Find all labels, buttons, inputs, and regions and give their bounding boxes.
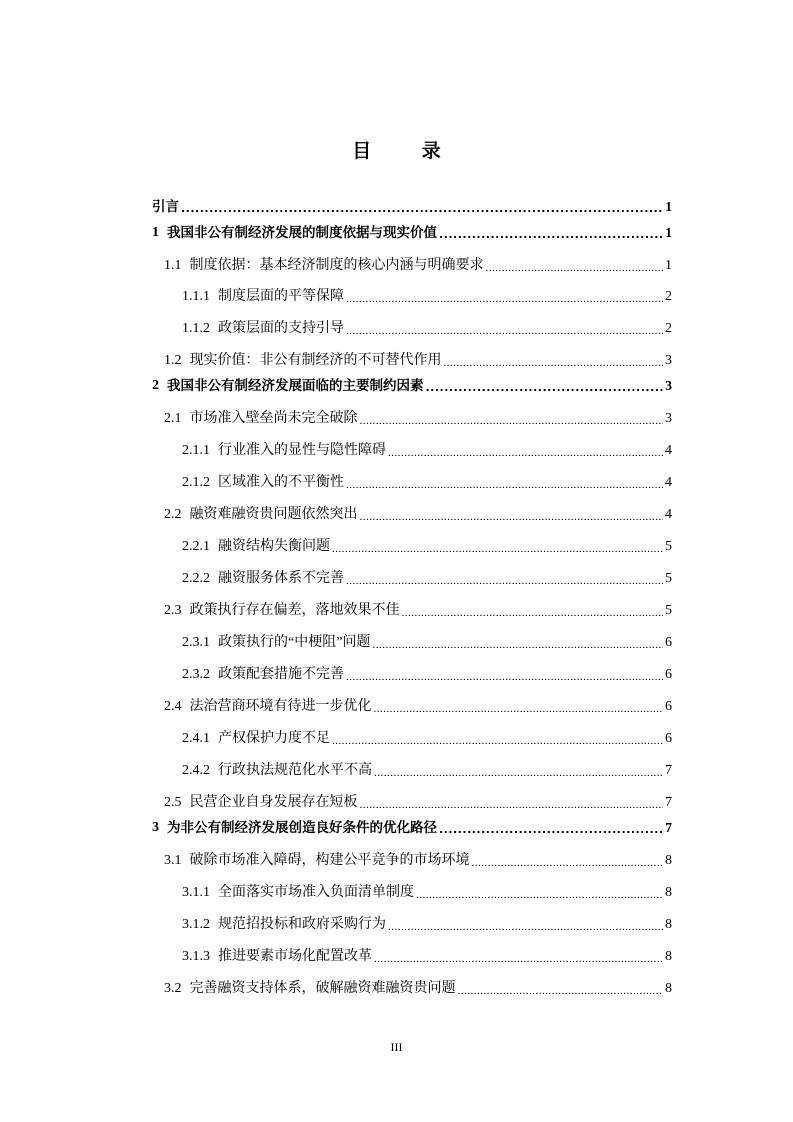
toc-entry[interactable] (164, 979, 672, 999)
toc-entry[interactable] (152, 818, 672, 838)
dot-leader (472, 851, 664, 871)
toc-entry-number: 3.1 (164, 853, 182, 868)
toc-entry-number: 2.1 (164, 411, 182, 426)
toc-entry-page: 5 (665, 539, 672, 554)
toc-entry-page: 1 (665, 199, 672, 214)
toc-entry-title: 全面落实市场准入负面清单制度 (218, 885, 414, 900)
dot-leader (402, 601, 664, 621)
toc-entry-number: 2.4 (164, 699, 182, 714)
toc-entry-page: 6 (665, 699, 672, 714)
toc-entry-number: 2.4.1 (182, 731, 210, 746)
dot-leader (458, 979, 664, 999)
toc-entry[interactable] (182, 319, 672, 339)
toc-entry-title: 完善融资支持体系，破解融资难融资贵问题 (189, 981, 456, 996)
toc-entry-page: 4 (665, 507, 672, 522)
dot-leader (332, 537, 663, 557)
toc-entry-number: 3.2 (164, 981, 182, 996)
dot-leader (388, 441, 663, 461)
toc-entry-page: 3 (665, 353, 672, 368)
toc-entry[interactable] (152, 197, 672, 217)
toc-entry-title: 引言 (152, 199, 179, 215)
toc-entry-number: 1 (152, 225, 159, 240)
toc-entry-page: 4 (665, 443, 672, 458)
toc-entry[interactable] (152, 223, 672, 243)
toc-entry-title: 融资难融资贵问题依然突出 (189, 507, 358, 522)
toc-entry-title: 行政执法规范化水平不高 (218, 763, 372, 778)
toc-entry-number: 2.2 (164, 507, 182, 522)
toc-entry[interactable] (164, 256, 672, 276)
toc-entry-title: 政策配套措施不完善 (218, 667, 344, 682)
toc-entry[interactable] (182, 947, 672, 967)
toc-entry-title: 产权保护力度不足 (218, 731, 330, 746)
toc-entry[interactable] (182, 915, 672, 935)
toc-entry-number: 1.2 (164, 353, 182, 368)
toc-entry[interactable] (182, 537, 672, 557)
dot-leader (374, 761, 663, 781)
dot-leader (360, 409, 664, 429)
toc-entry-title: 政策执行的“中梗阻”问题 (218, 635, 371, 650)
toc-entry-number: 2.4.2 (182, 763, 210, 778)
toc-entry[interactable] (152, 376, 672, 396)
dot-leader (444, 351, 664, 371)
toc-entry-page: 6 (665, 667, 672, 682)
dot-leader (372, 633, 663, 653)
toc-entry-page: 8 (665, 981, 672, 996)
toc-entry-number: 1.1.2 (182, 321, 210, 336)
dot-leader (439, 223, 663, 243)
toc-entry-title: 融资结构失衡问题 (218, 539, 330, 554)
toc-entry[interactable] (164, 601, 672, 621)
toc-entry[interactable] (164, 505, 672, 525)
dot-leader (416, 883, 663, 903)
dot-leader (360, 505, 664, 525)
dot-leader (346, 473, 663, 493)
toc-title: 目 录 (352, 140, 463, 162)
toc-entry-page: 4 (665, 475, 672, 490)
toc-entry-title: 政策层面的支持引导 (218, 321, 344, 336)
toc-entry[interactable] (182, 287, 672, 307)
toc-entry-page: 8 (665, 949, 672, 964)
toc-entry-number: 2 (152, 378, 159, 393)
toc-entry-page: 7 (665, 763, 672, 778)
toc-entry-page: 3 (665, 411, 672, 426)
toc-entry-title: 政策执行存在偏差，落地效果不佳 (189, 603, 400, 618)
toc-entry-title: 推进要素市场化配置改革 (218, 949, 372, 964)
toc-entry-title: 现实价值：非公有制经济的不可替代作用 (189, 353, 442, 368)
toc-entry-page: 8 (665, 917, 672, 932)
toc-entry-page: 1 (665, 258, 672, 273)
toc-entry[interactable] (164, 351, 672, 371)
toc-entry-number: 2.1.1 (182, 443, 210, 458)
toc-entry-title: 破除市场准入障碍，构建公平竞争的市场环境 (189, 853, 470, 868)
toc-entry-number: 1.1 (164, 258, 182, 273)
toc-entry-number: 2.3.2 (182, 667, 210, 682)
toc-entry-page: 7 (665, 820, 672, 835)
toc-entry-page: 2 (665, 321, 672, 336)
dot-leader (426, 376, 664, 396)
toc-entry[interactable] (182, 665, 672, 685)
toc-entry[interactable] (182, 761, 672, 781)
toc-entry-title: 市场准入壁垒尚未完全破除 (189, 411, 358, 426)
toc-entry-title: 我国非公有制经济发展的制度依据与现实价值 (167, 225, 437, 241)
toc-entry-number: 2.5 (164, 795, 182, 810)
toc-entry-page: 5 (665, 603, 672, 618)
toc-entry-title: 民营企业自身发展存在短板 (189, 795, 358, 810)
toc-entry-title: 融资服务体系不完善 (218, 571, 344, 586)
toc-entry-page: 3 (665, 378, 672, 393)
dot-leader (486, 256, 664, 276)
dot-leader (439, 818, 663, 838)
page-number: III (390, 1040, 403, 1054)
dot-leader (374, 697, 664, 717)
toc-entry-page: 1 (665, 225, 672, 240)
toc-entry-title: 制度依据：基本经济制度的核心内涵与明确要求 (189, 258, 484, 273)
toc-entry[interactable] (182, 569, 672, 589)
toc-entry[interactable] (164, 793, 672, 813)
toc-entry-title: 制度层面的平等保障 (218, 289, 344, 304)
toc-entry-number: 2.3 (164, 603, 182, 618)
dot-leader (374, 947, 663, 967)
toc-entry-number: 3.1.1 (182, 885, 210, 900)
toc-entry-number: 2.2.2 (182, 571, 210, 586)
toc-entry-title: 法治营商环境有待进一步优化 (189, 699, 372, 714)
dot-leader (332, 729, 663, 749)
toc-entry[interactable] (164, 697, 672, 717)
toc-entry-number: 3.1.3 (182, 949, 210, 964)
toc-entry-number: 2.2.1 (182, 539, 210, 554)
dot-leader (181, 197, 663, 217)
dot-leader (360, 793, 664, 813)
toc-entry-number: 3.1.2 (182, 917, 210, 932)
toc-entry-page: 8 (665, 885, 672, 900)
toc-entry[interactable] (182, 441, 672, 461)
toc-entry-page: 5 (665, 571, 672, 586)
toc-entry-page: 8 (665, 853, 672, 868)
toc-entry-number: 2.1.2 (182, 475, 210, 490)
toc-entry-title: 为非公有制经济发展创造良好条件的优化路径 (167, 820, 437, 836)
toc-entry-number: 3 (152, 820, 159, 835)
toc-entry-title: 规范招投标和政府采购行为 (218, 917, 386, 932)
toc-entry[interactable] (164, 409, 672, 429)
toc-entry-page: 2 (665, 289, 672, 304)
toc-entry-page: 6 (665, 731, 672, 746)
toc-entry-number: 2.3.1 (182, 635, 210, 650)
toc-entry[interactable] (182, 473, 672, 493)
toc-entry-page: 6 (665, 635, 672, 650)
toc-entry-number: 1.1.1 (182, 289, 210, 304)
toc-entry-title: 行业准入的显性与隐性障碍 (218, 443, 386, 458)
toc-entry[interactable] (182, 883, 672, 903)
toc-entry[interactable] (164, 851, 672, 871)
dot-leader (346, 319, 663, 339)
dot-leader (346, 665, 663, 685)
toc-entry[interactable] (182, 633, 672, 653)
toc-entry-title: 我国非公有制经济发展面临的主要制约因素 (167, 378, 424, 394)
toc-entry-page: 7 (665, 795, 672, 810)
dot-leader (388, 915, 663, 935)
toc-entry[interactable] (182, 729, 672, 749)
toc-entry-title: 区域准入的不平衡性 (218, 475, 344, 490)
dot-leader (346, 569, 663, 589)
dot-leader (346, 287, 663, 307)
